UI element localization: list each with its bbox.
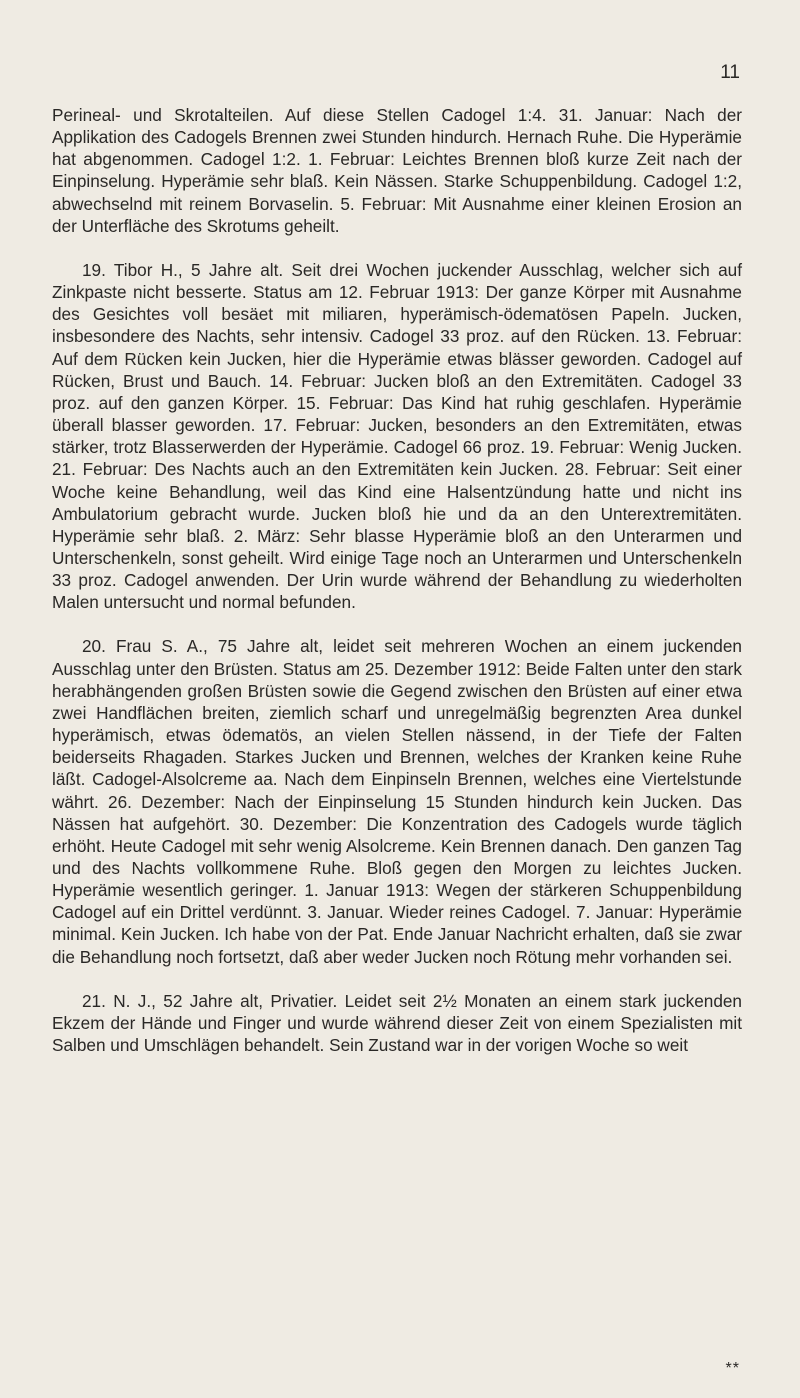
page-number: 11 xyxy=(720,62,740,83)
paragraph-continuation: Perineal- und Skrotalteilen. Auf diese Stellen Cadogel 1:4. 31. Januar: Nach der Applikation des Cadogels Brennen zwei Stunden hindurch. Hernach Ruhe. Die Hyperämie hat abgenommen. Cadogel 1:2. 1. Februar: Leichtes Brennen bloß kurze Zeit nach der Einpinselung. Hyperämie sehr blaß. Kein Nässen. Starke Schuppenbildung. Cadogel 1:2, abwechselnd mit reinem Borvaselin. 5. Februar: Mit Ausnahme einer kleinen Erosion an der Unterfläche des Skrotums geheilt. xyxy=(52,105,742,236)
paragraph-case-19: 19. Tibor H., 5 Jahre alt. Seit drei Wochen juckender Ausschlag, welcher sich auf Zinkpaste nicht besserte. Status am 12. Februar 1913: Der ganze Körper mit Ausnahme des Gesichtes voll besäet mit miliaren, hyperämisch-ödematösen Papeln. Jucken, insbesondere des Nachts, sehr intensiv. Cadogel 33 proz. auf den Rücken. 13. Februar: Auf dem Rücken kein Jucken, hier die Hyperämie etwas blässer geworden. Cadogel auf Rücken, Brust und Bauch. 14. Februar: Jucken bloß an den Extremitäten. Cadogel 33 proz. auf den ganzen Körper. 15. Februar: Das Kind hat ruhig geschlafen. Hyperämie überall blasser geworden. 17. Februar: Jucken, besonders an den Extremitäten, etwas stärker, trotz Blasserwerden der Hyperämie. Cadogel 66 proz. 19. Februar: Wenig Jucken. 21. Februar: Des Nachts auch an den Extremitäten kein Jucken. 28. Februar: Seit einer Woche keine Behandlung, weil das Kind eine Halsentzündung hatte und nicht ins Ambulatorium gebracht wurde. Jucken bloß hie und da an den Unterextremitäten. Hyperämie sehr blaß. 2. März: Sehr blasse Hyperämie bloß an den Unterarmen und Unterschenkeln, sonst geheilt. Wird einige Tage noch an Unterarmen und Unterschenkeln 33 proz. Cadogel anwenden. Der Urin wurde während der Behandlung zu wiederholten Malen untersucht und normal befunden. xyxy=(52,259,742,613)
signature-mark: ** xyxy=(725,1360,740,1377)
paragraph-case-21: 21. N. J., 52 Jahre alt, Privatier. Leidet seit 2½ Monaten an einem stark juckenden Ekzem der Hände und Finger und wurde während dieser Zeit von einem Spezialisten mit Salben und Umschlägen behandelt. Sein Zustand war in der vorigen Woche so weit xyxy=(52,990,742,1056)
paragraph-case-20: 20. Frau S. A., 75 Jahre alt, leidet seit mehreren Wochen an einem juckenden Ausschlag unter den Brüsten. Status am 25. Dezember 1912: Beide Falten unter den stark herabhängenden großen Brüsten sowie die Gegend zwischen den Brüsten auf einer etwa zwei Handflächen breiten, ziemlich scharf und unregelmäßig begrenzten Area dunkel hyperämisch, etwas ödematös, an vielen Stellen nässend, in der Tiefe der Falten beiderseits Rhagaden. Starkes Jucken und Brennen, welches der Kranken keine Ruhe läßt. Cadogel-Alsolcreme aa. Nach dem Einpinseln Brennen, welches eine Viertelstunde währt. 26. Dezember: Nach der Einpinselung 15 Stunden hindurch kein Jucken. Das Nässen hat aufgehört. 30. Dezember: Die Konzentration des Cadogels wurde täglich erhöht. Heute Cadogel mit sehr wenig Alsolcreme. Kein Brennen danach. Den ganzen Tag und des Nachts vollkommene Ruhe. Bloß gegen den Morgen zu leichtes Jucken. Hyperämie wesentlich geringer. 1. Januar 1913: Wegen der stärkeren Schuppenbildung Cadogel auf ein Drittel verdünnt. 3. Januar. Wieder reines Cadogel. 7. Januar: Hyperämie minimal. Kein Jucken. Ich habe von der Pat. Ende Januar Nachricht erhalten, daß sie zwar die Behandlung noch fortsetzt, daß aber weder Jucken noch Rötung mehr vorhanden sei. xyxy=(52,636,742,967)
body-text xyxy=(52,104,742,1078)
